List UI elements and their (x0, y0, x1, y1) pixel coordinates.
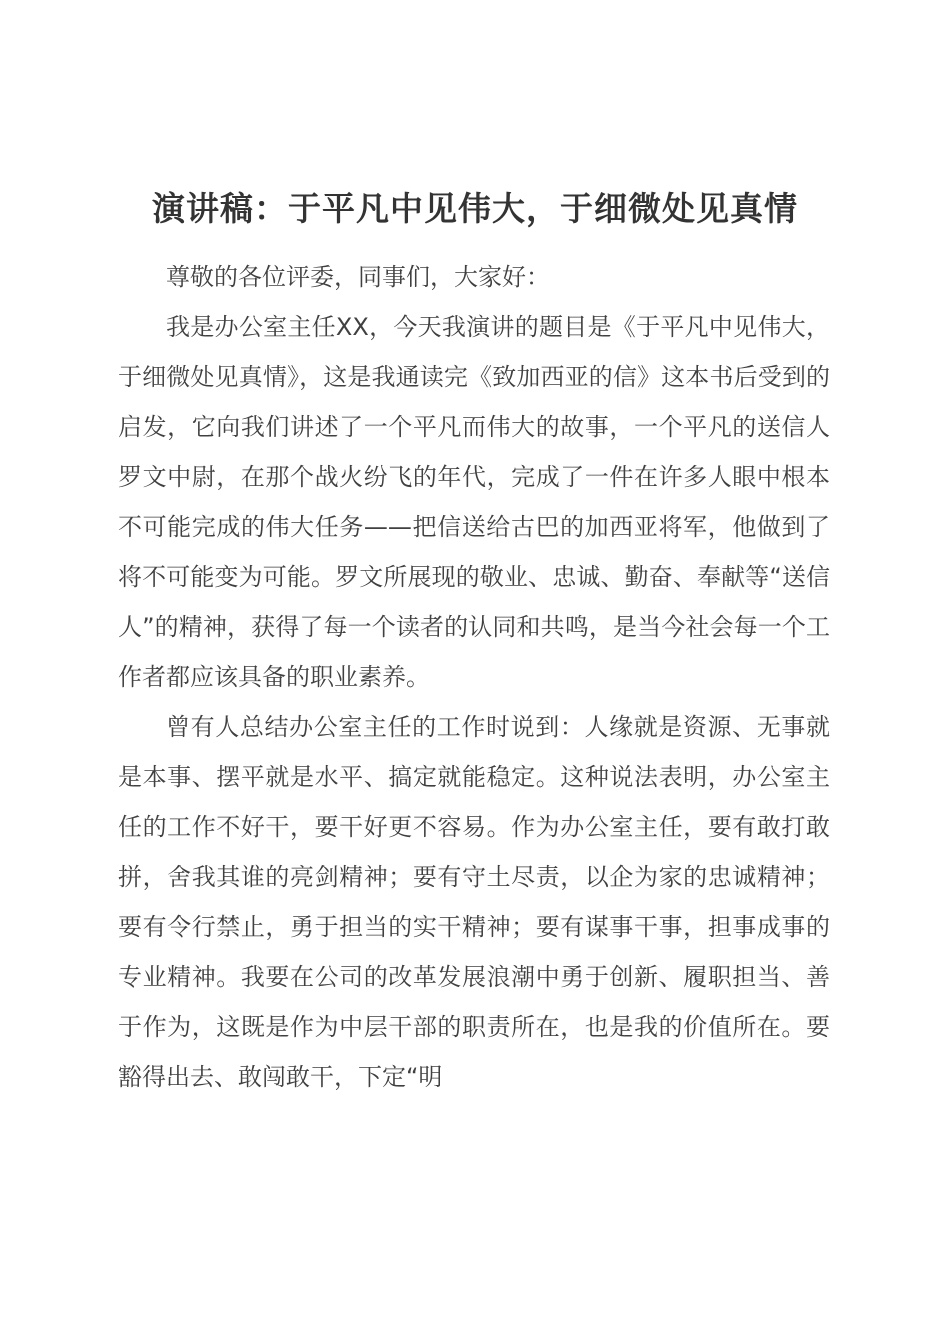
paragraph-greeting: 尊敬的各位评委，同事们，大家好： (166, 263, 550, 291)
document-body (118, 252, 830, 1102)
paragraph-office-director: 曾有人总结办公室主任的工作时说到：人缘就是资源、无事就是本事、摆平就是水平、搞定就能稳定。这种说法表明，办公室主任的工作不好干，要干好更不容易。作为办公室主任，要有敢打敢拼，舍我其谁的亮剑精神；要有守土尽责，以企为家的忠诚精神；要有令行禁止，勇于担当的实干精神；要有谋事干事，担事成事的专业精神。我要在公司的改革发展浪潮中勇于创新、履职担当、善于作为，这既是作为中层干部的职责所在，也是我的价值所在。要豁得出去、敢闯敢干，下定“明 (118, 713, 830, 1091)
paragraph-introduction: 我是办公室主任XX，今天我演讲的题目是《于平凡中见伟大，于细微处见真情》，这是我通读完《致加西亚的信》这本书后受到的启发，它向我们讲述了一个平凡而伟大的故事，一个平凡的送信人罗文中尉，在那个战火纷飞的年代，完成了一件在许多人眼中根本不可能完成的伟大任务——把信送给古巴的加西亚将军，他做到了将不可能变为可能。罗文所展现的敬业、忠诚、勤奋、奉献等“送信人”的精神，获得了每一个读者的认同和共鸣，是当今社会每一个工作者都应该具备的职业素养。 (118, 313, 830, 691)
document-title: 演讲稿：于平凡中见伟大，于细微处见真情 (152, 189, 798, 228)
